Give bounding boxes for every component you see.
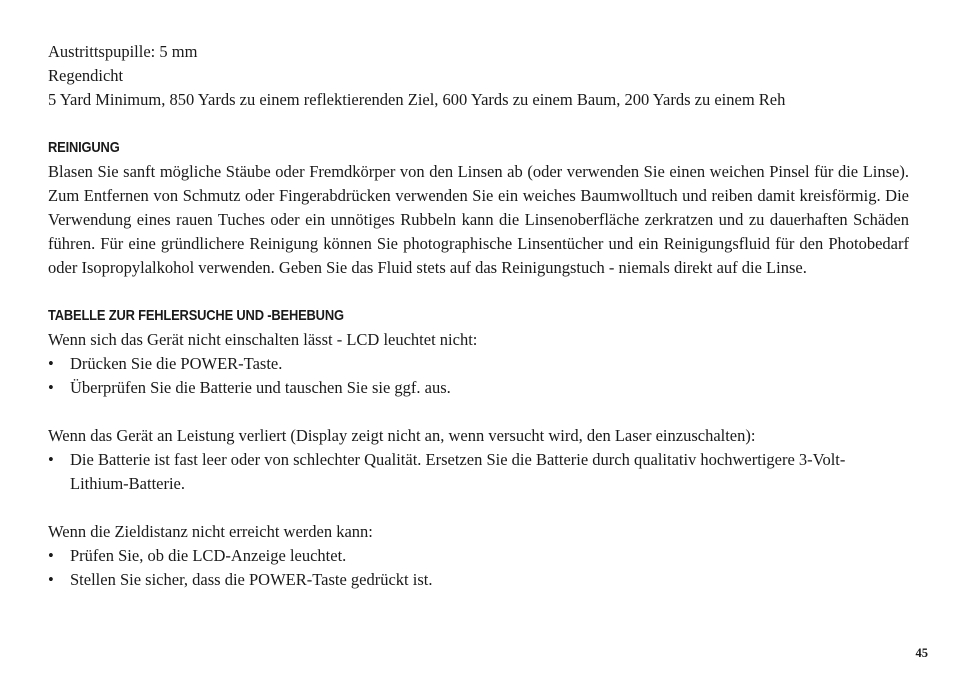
list-item	[48, 448, 890, 496]
spacer	[48, 280, 909, 304]
spec-exit-pupil: Austrittspupille: 5 mm	[48, 42, 198, 61]
solution-text: Prüfen Sie, ob die LCD-Anzeige leuchtet.	[70, 546, 347, 565]
list-item	[48, 352, 909, 376]
solution-text: Stellen Sie sicher, dass die POWER-Taste gedrückt ist.	[70, 570, 433, 589]
problem-block	[48, 424, 909, 496]
spacer	[48, 112, 909, 136]
solution-list	[48, 448, 909, 496]
troubleshooting-heading: TABELLE ZUR FEHLERSUCHE UND -BEHEBUNG	[48, 307, 344, 324]
spacer	[48, 496, 909, 520]
problem-title: Wenn das Gerät an Leistung verliert (Display zeigt nicht an, wenn versucht wird, den Laser einzuschalten):	[48, 426, 756, 445]
page-number: 45	[915, 646, 928, 660]
solution-list	[48, 352, 909, 400]
problem-title: Wenn sich das Gerät nicht einschalten lässt - LCD leuchtet nicht:	[48, 330, 478, 349]
problem-block	[48, 328, 909, 400]
spacer	[48, 400, 909, 424]
solution-text: Die Batterie ist fast leer oder von schlechter Qualität. Ersetzen Sie die Batterie durch qualitativ hochwertigere 3-Volt-Lithium-Batterie.	[70, 450, 846, 493]
bullet-icon: •	[48, 570, 54, 589]
solution-list	[48, 544, 909, 592]
spec-range: 5 Yard Minimum, 850 Yards zu einem reflektierenden Ziel, 600 Yards zu einem Baum, 200 Yards zu einem Reh	[48, 90, 786, 109]
bullet-icon: •	[48, 546, 54, 565]
document-page	[48, 40, 909, 592]
cleaning-heading: REINIGUNG	[48, 139, 120, 156]
bullet-icon: •	[48, 378, 54, 397]
list-item	[48, 544, 909, 568]
bullet-icon: •	[48, 354, 54, 373]
problem-block	[48, 520, 909, 592]
solution-text: Überprüfen Sie die Batterie und tauschen Sie sie ggf. aus.	[70, 378, 451, 397]
problem-title: Wenn die Zieldistanz nicht erreicht werden kann:	[48, 522, 373, 541]
bullet-icon: •	[48, 450, 54, 469]
solution-text: Drücken Sie die POWER-Taste.	[70, 354, 283, 373]
list-item	[48, 568, 909, 592]
spec-waterproof: Regendicht	[48, 66, 124, 85]
cleaning-paragraph: Blasen Sie sanft mögliche Stäube oder Fremdkörper von den Linsen ab (oder verwenden Sie einen weichen Pinsel für die Linse). Zum Entfernen von Schmutz oder Fingerabdrücken verwenden Sie ein weiches Baumwolltuch und reiben damit kreisförmig. Die Verwendung eines rauen Tuches oder ein unnötiges Rubbeln kann die Linsenoberfläche zerkratzen und zu dauerhaften Schäden führen. Für eine gründlichere Reinigung können Sie photographische Linsentücher und ein Reinigungsfluid für den Photobedarf oder Isopropylalkohol verwenden. Geben Sie das Fluid stets auf das Reinigungstuch - niemals direkt auf die Linse.	[48, 162, 909, 277]
list-item	[48, 376, 909, 400]
